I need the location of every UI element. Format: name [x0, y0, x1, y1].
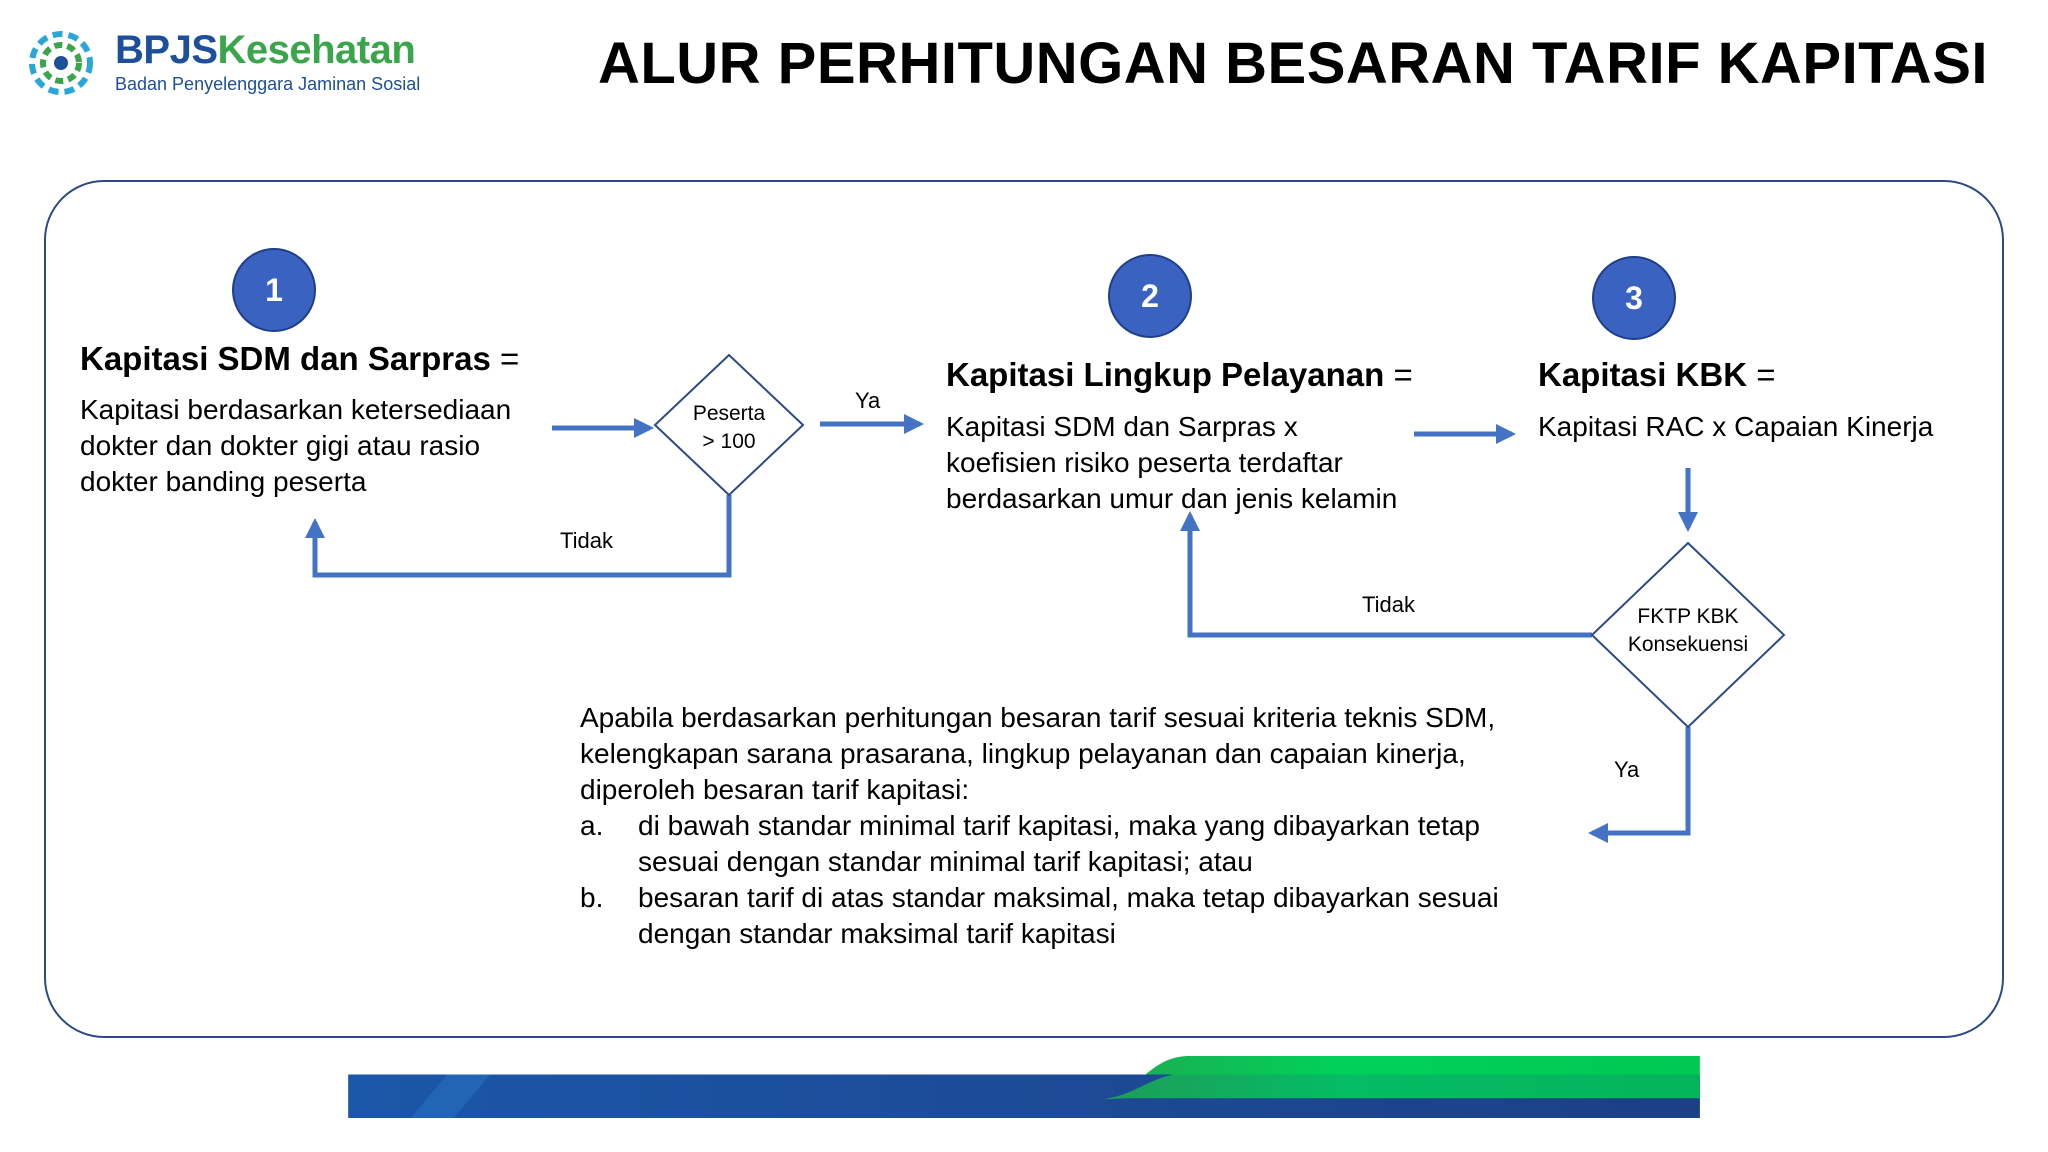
step3-description — [1538, 409, 1933, 445]
decision2-line: FKTP KBK — [1637, 605, 1739, 628]
decision1-yes-label: Ya — [855, 388, 881, 413]
step2-line: berdasarkan umur dan jenis kelamin — [946, 483, 1398, 514]
list-item-line: besaran tarif di atas standar maksimal, maka tetap dibayarkan sesuai — [638, 882, 1499, 913]
step-number-1: 1 — [232, 248, 316, 332]
step1-description — [80, 392, 511, 500]
list-item-line: dengan standar maksimal tarif kapitasi — [638, 918, 1116, 949]
footer-green-overlap — [1101, 1074, 1700, 1099]
step1-title-text: Kapitasi SDM dan Sarpras — [80, 340, 491, 377]
brand-name-part2: Kesehatan — [217, 28, 416, 72]
step2-title — [946, 356, 1413, 394]
step-number-2: 2 — [1108, 254, 1192, 338]
step3-line: Kapitasi RAC x Capaian Kinerja — [1538, 411, 1934, 442]
step1-line: dokter dan dokter gigi atau rasio — [80, 430, 481, 461]
list-item-line: sesuai dengan standar minimal tarif kapitasi; atau — [638, 846, 1253, 877]
step2-description — [946, 409, 1397, 517]
list-marker: a. — [580, 810, 604, 841]
decision2-line: Konsekuensi — [1627, 633, 1749, 656]
list-marker: b. — [580, 882, 604, 913]
page-title: ALUR PERHITUNGAN BESARAN TARIF KAPITASI — [597, 31, 1988, 96]
step-number-3: 3 — [1592, 256, 1676, 340]
note-intro-line: diperoleh besaran tarif kapitasi: — [580, 774, 970, 805]
step1-line: Kapitasi berdasarkan ketersediaan — [80, 394, 512, 425]
step2-equals: = — [1393, 356, 1413, 393]
step3-title-text: Kapitasi KBK — [1538, 356, 1748, 393]
decision2-yes-label: Ya — [1614, 757, 1640, 782]
note-list-item-a — [580, 808, 1600, 880]
decision2-no-label: Tidak — [1362, 592, 1415, 617]
list-item-line: di bawah standar minimal tarif kapitasi, maka yang dibayarkan tetap — [638, 810, 1480, 841]
step2-line: Kapitasi SDM dan Sarpras x — [946, 411, 1298, 442]
decision1-text — [669, 400, 789, 456]
decision1-line: Peserta — [692, 402, 766, 425]
step2-title-text: Kapitasi Lingkup Pelayanan — [946, 356, 1385, 393]
note-list-item-b — [580, 880, 1600, 952]
brand-tagline: Badan Penyelenggara Jaminan Sosial — [115, 74, 421, 94]
note-paragraph — [580, 700, 1600, 952]
note-intro-line: Apabila berdasarkan perhitungan besaran tarif sesuai kriteria teknis SDM, — [580, 702, 1496, 733]
step1-line: dokter banding peserta — [80, 466, 367, 497]
note-intro-line: kelengkapan sarana prasarana, lingkup pelayanan dan capaian kinerja, — [580, 738, 1466, 769]
step1-title — [80, 340, 519, 378]
brand-name-part1: BPJS — [115, 28, 218, 72]
arrow-decision2-yes-to-note — [1592, 727, 1688, 833]
step1-equals: = — [499, 340, 520, 377]
decision2-text — [1608, 603, 1768, 659]
page-number: 8 — [48, 1098, 65, 1131]
arrow-decision1-no-to-step1 — [315, 495, 729, 575]
step3-equals: = — [1756, 356, 1776, 393]
decision1-line: > 100 — [702, 430, 756, 453]
decision1-no-label: Tidak — [560, 528, 613, 553]
step3-title — [1538, 356, 1776, 394]
step2-line: koefisien risiko peserta terdaftar — [946, 447, 1343, 478]
footer-bar — [0, 1052, 2048, 1118]
